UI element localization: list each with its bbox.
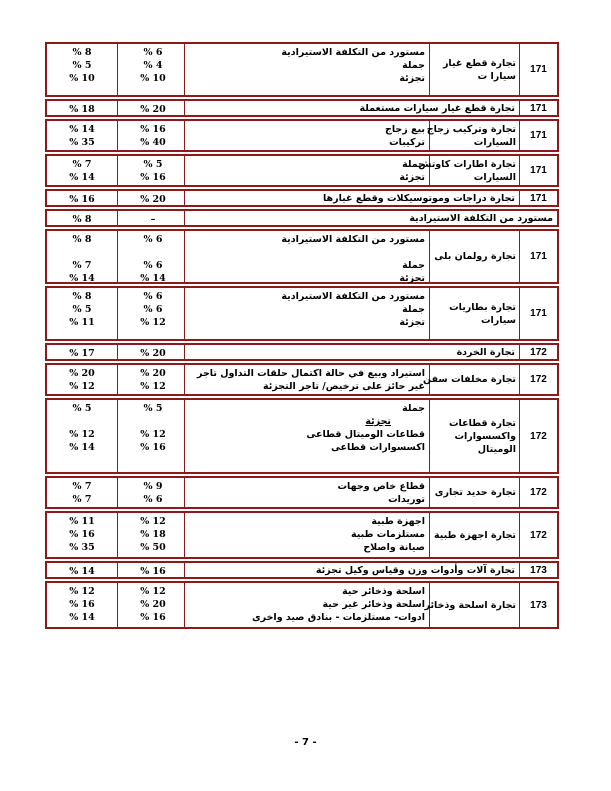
cell-line: % 6 xyxy=(143,47,163,58)
activity-code: 173 xyxy=(519,563,557,577)
cell-line: % 7 xyxy=(72,159,92,170)
cell-line: استيراد وبيع في حالة اكتمال حلقات التداول تاجر xyxy=(197,368,425,379)
table-row xyxy=(45,189,559,207)
cell-line: تجارة حديد تجارى xyxy=(434,487,516,498)
cell-line: قطاعات الوميتال قطاعى xyxy=(306,429,425,440)
activity-code: 171 xyxy=(519,231,557,282)
cell-line: % 8 xyxy=(72,291,92,302)
cell-line xyxy=(47,415,117,428)
cell-line: تجارة قطع غيار xyxy=(442,57,516,69)
description-cell xyxy=(184,478,429,507)
cell-line: تجارة اجهزة طبية xyxy=(433,529,516,541)
cell-line: مستورد من التكلفة الاستيرادية xyxy=(281,291,425,302)
cell-line: % 16 xyxy=(140,172,166,183)
cell-line: % 12 xyxy=(69,381,95,392)
activity-cell: تجارة الخردة xyxy=(184,345,519,359)
activity-code: 171 xyxy=(519,288,557,339)
rate-column-b xyxy=(117,513,188,557)
description-cell xyxy=(184,288,429,339)
description-cell xyxy=(184,365,429,394)
cell-line: السيارات xyxy=(473,136,516,148)
cell-line: تجارة مخلفات سفن xyxy=(423,374,516,385)
activity-cell xyxy=(429,44,519,95)
cell-line: % 8 xyxy=(72,47,92,58)
cell-line: % 7 xyxy=(72,494,92,505)
activity-code: 172 xyxy=(519,513,557,557)
tariff-table xyxy=(45,42,559,631)
cell-line: % 20 xyxy=(140,599,166,610)
cell-line: % 7 xyxy=(72,260,92,271)
activity-cell xyxy=(426,121,519,150)
cell-line: % 5 xyxy=(72,60,92,71)
cell-line: تجزئة xyxy=(399,273,425,284)
cell-line: % 10 xyxy=(140,73,166,84)
cell-line: % 12 xyxy=(140,586,166,597)
cell-line: جملة xyxy=(402,260,425,271)
cell-line: مستورد من التكلفة الاستيرادية xyxy=(281,234,425,245)
rate-column-b xyxy=(117,44,188,95)
cell-line: مستلزمات طبية xyxy=(351,529,425,540)
description-cell xyxy=(184,400,429,472)
cell-line: % 50 xyxy=(140,542,166,553)
cell-line: % 12 xyxy=(69,586,95,597)
cell-line: جملة xyxy=(402,60,425,71)
rate-column-a xyxy=(47,400,117,472)
cell-line: واكسسوارات xyxy=(454,430,516,442)
cell-line: % 5 xyxy=(143,403,163,414)
activity-cell xyxy=(429,288,519,339)
cell-line: % 10 xyxy=(69,73,95,84)
activity-code: 171 xyxy=(519,191,557,205)
cell-line: سيارات xyxy=(480,314,516,326)
activity-code: 172 xyxy=(519,365,557,394)
cell-line: % 12 xyxy=(140,516,166,527)
cell-line: صيانة واصلاح xyxy=(363,542,425,553)
cell-line: اكسسوارات قطاعى xyxy=(330,442,425,453)
activity-cell xyxy=(424,583,519,627)
table-row xyxy=(45,363,559,396)
cell-line: % 20 xyxy=(140,104,166,115)
cell-line xyxy=(118,415,188,428)
cell-line: % 40 xyxy=(140,137,166,148)
cell-line: % 6 xyxy=(143,260,163,271)
cell-line: % 14 xyxy=(69,172,95,183)
cell-line: تجزئة xyxy=(365,416,391,427)
cell-line: اسلحة وذخائر حية xyxy=(342,586,425,597)
activity-code: 171 xyxy=(519,44,557,95)
activity-code: 171 xyxy=(519,121,557,150)
activity-code: 171 xyxy=(519,156,557,185)
cell-line: % 4 xyxy=(143,60,163,71)
cell-line: % 8 xyxy=(72,214,92,225)
cell-line: بيع زجاج xyxy=(385,124,425,135)
cell-line: % 20 xyxy=(69,368,95,379)
cell-line: % 17 xyxy=(69,348,95,359)
activity-cell: مستورد من التكلفة الاستيرادية xyxy=(184,211,557,225)
cell-line: تجارة وتركيب زجاج xyxy=(426,123,516,135)
cell-line: % 16 xyxy=(69,529,95,540)
cell-line: % 35 xyxy=(69,542,95,553)
cell-line: تجزئة xyxy=(399,172,425,183)
activity-code: 172 xyxy=(519,400,557,472)
rate-column-b xyxy=(117,101,188,115)
cell-line: السيارات xyxy=(473,171,516,183)
cell-line: % 16 xyxy=(140,124,166,135)
table-row xyxy=(45,209,559,227)
cell-line: تجزئة xyxy=(399,73,425,84)
cell-line: % 16 xyxy=(69,194,95,205)
cell-line: % 16 xyxy=(140,612,166,623)
activity-cell: تجارة آلات وأدوات وزن وقياس وكيل تجزئة xyxy=(184,563,519,577)
activity-cell: تجارة دراجات وموتوسيكلات وقطع غيارها xyxy=(184,191,519,205)
cell-line: % 14 xyxy=(69,124,95,135)
cell-line: % 6 xyxy=(143,304,163,315)
table-row xyxy=(45,286,559,341)
cell-line: % 20 xyxy=(140,348,166,359)
rate-column-a xyxy=(47,191,117,205)
cell-line: % 12 xyxy=(140,381,166,392)
rate-column-b xyxy=(117,231,188,282)
cell-line: تجزئة xyxy=(399,317,425,328)
cell-line: توريدات xyxy=(388,494,425,505)
cell-line xyxy=(47,246,117,259)
cell-line xyxy=(118,246,188,259)
cell-line: % 5 xyxy=(72,304,92,315)
table-row xyxy=(45,119,559,152)
cell-line: مستورد من التكلفة الاستيرادية xyxy=(281,47,425,58)
rate-column-b xyxy=(117,211,188,225)
rate-column-a xyxy=(47,365,117,394)
cell-line: % 16 xyxy=(140,566,166,577)
activity-cell xyxy=(418,156,519,185)
rate-column-a xyxy=(47,156,117,185)
cell-line: % 5 xyxy=(143,159,163,170)
activity-cell xyxy=(429,400,519,472)
rate-column-a xyxy=(47,101,117,115)
activity-cell xyxy=(429,513,519,557)
cell-line: % 20 xyxy=(140,368,166,379)
cell-line: % 14 xyxy=(69,442,95,453)
activity-cell xyxy=(429,478,519,507)
cell-line: – xyxy=(150,214,156,225)
rate-column-a xyxy=(47,345,117,359)
rate-column-b xyxy=(117,365,188,394)
cell-line: % 16 xyxy=(69,599,95,610)
cell-line: تجارة اطارات كاوتش xyxy=(418,158,516,170)
cell-line: غير حائز على ترخيص/ تاجر التجزئة xyxy=(263,381,425,392)
activity-cell: تجارة قطع غيار سيارات مستعملة xyxy=(184,101,519,115)
page-number: - 7 - xyxy=(294,737,317,748)
cell-line: اسلحة وذخائر غير حية xyxy=(322,599,425,610)
activity-code: 172 xyxy=(519,478,557,507)
cell-line: تجارة رولمان بلى xyxy=(434,251,516,262)
cell-line: % 14 xyxy=(69,273,95,284)
cell-line: % 8 xyxy=(72,234,92,245)
rate-column-a xyxy=(47,121,117,150)
cell-line: اجهزة طبية xyxy=(371,516,425,527)
cell-line: % 7 xyxy=(72,481,92,492)
cell-line: % 6 xyxy=(143,234,163,245)
table-row xyxy=(45,229,559,284)
cell-line: ادوات- مستلزمات - بنادق صيد واخرى xyxy=(251,612,425,623)
activity-code: 172 xyxy=(519,345,557,359)
rate-column-a xyxy=(47,478,117,507)
rate-column-b xyxy=(117,191,188,205)
cell-line: % 12 xyxy=(140,429,166,440)
activity-code: 171 xyxy=(519,101,557,115)
cell-line xyxy=(189,246,425,259)
cell-line: % 14 xyxy=(69,566,95,577)
activity-cell xyxy=(423,365,519,394)
cell-line: % 12 xyxy=(140,317,166,328)
description-cell xyxy=(184,121,429,150)
description-cell xyxy=(184,156,429,185)
cell-line: % 11 xyxy=(69,516,95,527)
cell-line: الوميتال xyxy=(477,443,516,455)
activity-cell xyxy=(429,231,519,282)
table-row xyxy=(45,511,559,559)
cell-line: % 35 xyxy=(69,137,95,148)
cell-line: % 20 xyxy=(140,194,166,205)
activity-code: 173 xyxy=(519,583,557,627)
cell-line: % 14 xyxy=(140,273,166,284)
rate-column-b xyxy=(117,121,188,150)
rate-column-b xyxy=(117,345,188,359)
cell-line: % 18 xyxy=(69,104,95,115)
rate-column-b xyxy=(117,156,188,185)
cell-line: جملة xyxy=(402,159,425,170)
rate-column-a xyxy=(47,231,117,282)
description-cell xyxy=(184,583,429,627)
cell-line: قطاع خاص وجهات xyxy=(337,481,425,492)
table-row xyxy=(45,581,559,629)
description-cell xyxy=(184,44,429,95)
cell-line: % 18 xyxy=(140,529,166,540)
table-row xyxy=(45,42,559,97)
table-row xyxy=(45,343,559,361)
table-row xyxy=(45,561,559,579)
description-cell xyxy=(184,231,429,282)
rate-column-a xyxy=(47,44,117,95)
cell-line: % 6 xyxy=(143,291,163,302)
cell-line: تركيبات xyxy=(389,137,425,148)
cell-line: جملة xyxy=(402,304,425,315)
rate-column-a xyxy=(47,583,117,627)
cell-line: تجارة بطاريات xyxy=(449,301,516,313)
cell-line: % 5 xyxy=(72,403,92,414)
table-row xyxy=(45,154,559,187)
rate-column-b xyxy=(117,563,188,577)
rate-column-a xyxy=(47,211,117,225)
table-row xyxy=(45,476,559,509)
table-row xyxy=(45,99,559,117)
cell-line: تجارة اسلحة وذخائر xyxy=(424,599,516,611)
cell-line: % 14 xyxy=(69,612,95,623)
rate-column-a xyxy=(47,288,117,339)
rate-column-b xyxy=(117,478,188,507)
cell-line: % 6 xyxy=(143,494,163,505)
table-row xyxy=(45,398,559,474)
rate-column-b xyxy=(117,288,188,339)
rate-column-a xyxy=(47,513,117,557)
cell-line: جملة xyxy=(402,403,425,414)
rate-column-b xyxy=(117,583,188,627)
cell-line: سيارا ت xyxy=(477,70,516,82)
cell-line: % 16 xyxy=(140,442,166,453)
cell-line: % 9 xyxy=(143,481,163,492)
rate-column-a xyxy=(47,563,117,577)
cell-line: % 11 xyxy=(69,317,95,328)
rate-column-b xyxy=(117,400,188,472)
cell-line: % 12 xyxy=(69,429,95,440)
cell-line: تجارة قطاعات xyxy=(448,417,516,429)
description-cell xyxy=(184,513,429,557)
